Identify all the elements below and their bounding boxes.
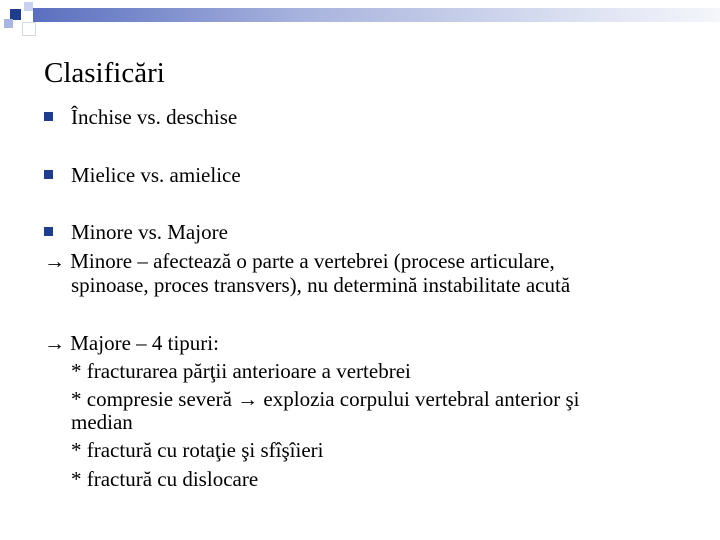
decor-square-light [4,19,13,28]
slide-title: Clasificări [44,57,165,89]
minore-line: → Minore – afectează o parte a vertebrei (procese articulare, [44,249,555,273]
bullet-square-icon [44,227,53,236]
majore-item: * compresie severă → explozia corpului vertebral anterior şi [71,387,580,411]
majore-item: * fractură cu rotaţie şi sfîşîieri [71,438,324,462]
bullet-text: Minore vs. Majore [71,220,228,244]
majore-heading: → Majore – 4 tipuri: [44,331,219,355]
decor-square-pale [24,2,33,11]
majore-item: * fractură cu dislocare [71,467,259,491]
bullet-text: Mielice vs. amielice [71,163,241,187]
majore-item-continued: median [71,410,133,434]
header-gradient-bar [33,8,720,22]
bullet-square-icon [44,170,53,179]
bullet-square-icon [44,112,53,121]
header-decoration [0,0,720,40]
minore-line-continued: spinoase, proces transvers), nu determină instabilitate acută [71,273,571,297]
decor-square-outline [22,22,36,36]
majore-item: * fracturarea părţii anterioare a vertebrei [71,359,411,383]
bullet-text: Închise vs. deschise [71,105,238,129]
